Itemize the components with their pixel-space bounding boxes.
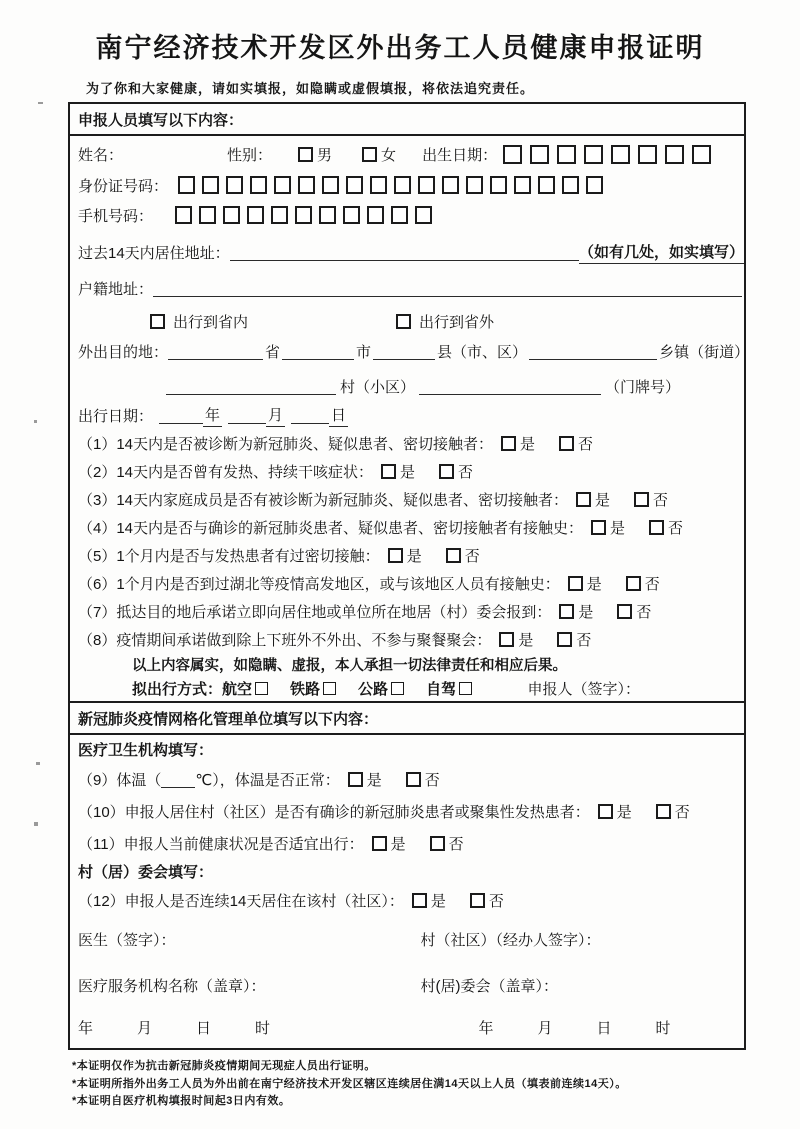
no-label: 否 (636, 603, 652, 621)
yes-no-group (412, 890, 506, 911)
destination-province-input-line[interactable] (168, 343, 263, 360)
yes-checkbox[interactable] (499, 632, 514, 647)
digit-box[interactable] (692, 145, 711, 164)
question-text: （10）申报人居住村（社区）是否有确诊的新冠肺炎患者或聚集性发热患者： (78, 804, 590, 821)
temperature-label-prefix: （9）体温（ (78, 771, 162, 789)
digit-box[interactable] (346, 176, 363, 194)
day-unit-label: 日 (329, 404, 348, 427)
door-number-input-line[interactable] (419, 378, 601, 395)
yes-label: 是 (390, 835, 406, 853)
no-checkbox[interactable] (617, 604, 632, 619)
question-text: （8）疫情期间承诺做到除上下班外不外出、不参与聚餐聚会： (78, 631, 492, 649)
digit-box[interactable] (394, 176, 411, 194)
no-label: 否 (458, 463, 474, 481)
year-input-line[interactable] (159, 407, 203, 424)
yes-no-group (372, 833, 466, 854)
digit-box[interactable] (584, 145, 603, 164)
travel-date-row (70, 401, 744, 429)
section1-header: 申报人员填写以下内容： (70, 104, 744, 136)
registered-address-row (70, 271, 744, 305)
address-14days-input-line[interactable] (230, 244, 579, 261)
month-unit-label: 月 (266, 404, 285, 427)
yes-no-group (591, 517, 685, 538)
no-label: 否 (668, 519, 684, 537)
question-row (70, 541, 744, 569)
yes-no-group (499, 629, 593, 650)
no-checkbox[interactable] (559, 436, 574, 451)
yes-label: 是 (586, 575, 602, 593)
registered-address-label: 户籍地址： (78, 280, 154, 298)
yes-no-group (598, 801, 692, 822)
yes-no-group (381, 461, 475, 482)
question-row (70, 597, 744, 625)
travel-mode-name: 铁路 (290, 680, 321, 698)
declarant-questions (70, 429, 744, 653)
footnote-line: *本证明仅作为抗击新冠肺炎疫情期间无现症人员出行证明。 (72, 1060, 376, 1072)
form-border (68, 102, 750, 1050)
travel-mode-checkbox[interactable] (391, 682, 404, 695)
datetime-unit: 年 (478, 1019, 494, 1037)
door-number-unit-label: （门牌号） (605, 378, 681, 396)
yes-no-group (388, 545, 482, 566)
seal-row (70, 970, 744, 1000)
digit-box[interactable] (370, 176, 387, 194)
no-label: 否 (448, 835, 464, 853)
no-label: 否 (576, 631, 592, 649)
id-number-label: 身份证号码： (78, 177, 169, 195)
travel-mode-options (222, 678, 494, 699)
medical-org-header: 医疗卫生机构填写： (78, 741, 214, 759)
travel-date-label: 出行日期： (78, 407, 154, 425)
village-agent-signature-label: 村（社区）（经办人签字）： (420, 931, 601, 949)
travel-mode-item (290, 678, 336, 699)
female-label: 女 (381, 146, 397, 164)
digit-box[interactable] (530, 145, 549, 164)
travel-mode-checkbox[interactable] (255, 682, 268, 695)
name-label: 姓名： (78, 146, 124, 164)
yes-label: 是 (366, 771, 382, 789)
no-label: 否 (488, 892, 504, 910)
digit-box[interactable] (226, 176, 243, 194)
digit-box[interactable] (247, 206, 264, 224)
no-label: 否 (653, 491, 669, 509)
no-label: 否 (674, 804, 690, 821)
datetime-left-group (70, 1017, 420, 1038)
yes-checkbox[interactable] (598, 804, 613, 819)
travel-mode-item (222, 678, 268, 699)
question-text: （3）14天内家庭成员是否有被诊断为新冠肺炎、疑似患者、密切接触者： (78, 491, 569, 509)
question-text: （12）申报人是否连续14天居住在该村（社区）： (78, 892, 404, 910)
digit-box[interactable] (202, 176, 219, 194)
gender-label: 性别： (227, 146, 273, 164)
digit-box[interactable] (503, 145, 522, 164)
travel-mode-name: 公路 (358, 680, 389, 698)
footnotes (72, 1058, 800, 1111)
destination-row (70, 337, 750, 365)
travel-outside-province-checkbox[interactable] (396, 314, 411, 329)
document-title: 南宁经济技术开发区外出务工人员健康申报证明 (95, 33, 705, 63)
female-checkbox[interactable] (362, 147, 377, 162)
digit-box[interactable] (271, 206, 288, 224)
no-label: 否 (464, 547, 480, 565)
question-row (70, 828, 744, 858)
yes-checkbox[interactable] (381, 464, 396, 479)
digit-box[interactable] (490, 176, 507, 194)
address-14days-note: （如有几处，如实填写） (579, 241, 744, 264)
datetime-unit: 年 (78, 1019, 94, 1037)
address-14days-row (70, 235, 744, 269)
digit-box[interactable] (638, 145, 657, 164)
travel-outside-province-label: 出行到省外 (419, 313, 495, 331)
no-checkbox[interactable] (406, 772, 421, 787)
yes-no-group (348, 769, 442, 790)
digit-box[interactable] (175, 206, 192, 224)
question-text: （11）申报人当前健康状况是否适宜出行： (78, 835, 364, 853)
address-14days-label: 过去14天内居住地址： (78, 244, 230, 262)
destination-city-input-line[interactable] (282, 343, 354, 360)
datetime-unit: 日 (196, 1019, 212, 1037)
digit-box[interactable] (466, 176, 483, 194)
yes-label: 是 (520, 435, 536, 453)
yes-checkbox[interactable] (388, 548, 403, 563)
yes-checkbox[interactable] (576, 492, 591, 507)
question-text: （2）14天内是否曾有发热、持续干咳症状： (78, 463, 374, 481)
no-checkbox[interactable] (446, 548, 461, 563)
question-row (70, 485, 744, 513)
no-checkbox[interactable] (626, 576, 641, 591)
no-checkbox[interactable] (430, 836, 445, 851)
question-text: （7）抵达目的地后承诺立即向居住地或单位所在地居（村）委会报到： (78, 603, 552, 621)
datetime-unit: 日 (596, 1019, 612, 1037)
digit-box[interactable] (557, 145, 576, 164)
phone-label: 手机号码： (78, 207, 154, 225)
temperature-label-suffix: ℃），体温是否正常： (195, 771, 340, 789)
town-unit-label: 乡镇（街道） (659, 343, 750, 361)
no-label: 否 (424, 771, 440, 789)
year-unit-label: 年 (203, 404, 222, 427)
male-checkbox[interactable] (298, 147, 313, 162)
yes-label: 是 (595, 491, 611, 509)
day-input-line[interactable] (291, 407, 329, 424)
village-input-line[interactable] (166, 378, 336, 395)
yes-label: 是 (578, 603, 594, 621)
yes-label: 是 (616, 804, 632, 821)
no-checkbox[interactable] (557, 632, 572, 647)
village-committee-seal-label: 村(居)委会（盖章）： (420, 977, 558, 995)
yes-checkbox[interactable] (412, 893, 427, 908)
province-unit-label: 省 (265, 343, 281, 361)
digit-box[interactable] (319, 206, 336, 224)
month-input-line[interactable] (228, 407, 266, 424)
village-committee-header: 村（居）委会填写： (78, 863, 214, 881)
travel-scope-row (70, 305, 744, 337)
destination-county-input-line[interactable] (373, 343, 435, 360)
male-label: 男 (317, 146, 333, 164)
travel-mode-name: 自驾 (426, 680, 457, 698)
city-unit-label: 市 (356, 343, 372, 361)
digit-box[interactable] (586, 176, 603, 194)
travel-within-province-checkbox[interactable] (150, 314, 165, 329)
yes-checkbox[interactable] (372, 836, 387, 851)
question-row (70, 884, 744, 916)
question-text: （6）1个月内是否到过湖北等疫情高发地区，或与该地区人员有接触史： (78, 575, 560, 593)
digit-box[interactable] (322, 176, 339, 194)
yes-label: 是 (430, 892, 446, 910)
question-row (70, 625, 744, 653)
digit-box[interactable] (199, 206, 216, 224)
no-checkbox[interactable] (634, 492, 649, 507)
digit-box[interactable] (611, 145, 630, 164)
digit-box[interactable] (178, 176, 195, 194)
digit-box[interactable] (250, 176, 267, 194)
no-checkbox[interactable] (649, 520, 664, 535)
digit-box[interactable] (367, 206, 384, 224)
datetime-row (70, 1012, 744, 1042)
digit-box[interactable] (343, 206, 360, 224)
phone-row (70, 200, 744, 230)
id-number-row (70, 170, 744, 200)
travel-mode-row (70, 675, 744, 701)
datetime-unit: 月 (537, 1019, 553, 1037)
travel-mode-name: 航空 (222, 680, 253, 698)
digit-box[interactable] (391, 206, 408, 224)
footnote-line: *本证明自医疗机构填报时间起3日内有效。 (72, 1095, 291, 1108)
travel-mode-item (426, 678, 472, 699)
digit-box[interactable] (514, 176, 531, 194)
temperature-input-line[interactable] (161, 771, 195, 788)
digit-box[interactable] (274, 176, 291, 194)
destination-town-input-line[interactable] (529, 343, 657, 360)
county-unit-label: 县（市、区） (437, 343, 528, 361)
travel-mode-item (358, 678, 404, 699)
datetime-unit: 时 (255, 1019, 271, 1037)
travel-within-province-label: 出行到省内 (173, 313, 249, 331)
yes-checkbox[interactable] (591, 520, 606, 535)
yes-no-group (559, 601, 653, 622)
yes-label: 是 (518, 631, 534, 649)
travel-mode-checkbox[interactable] (459, 682, 472, 695)
digit-box[interactable] (295, 206, 312, 224)
yes-label: 是 (406, 547, 422, 565)
yes-checkbox[interactable] (501, 436, 516, 451)
registered-address-input-line[interactable] (153, 280, 742, 297)
yes-label: 是 (400, 463, 416, 481)
question-row (70, 569, 744, 597)
datetime-right-group (420, 1017, 744, 1038)
yes-no-group (576, 489, 670, 510)
question-text: （1）14天内是否被诊断为新冠肺炎、疑似患者、密切接触者： (78, 435, 494, 453)
yes-checkbox[interactable] (559, 604, 574, 619)
birth-date-label: 出生日期： (422, 146, 498, 164)
no-checkbox[interactable] (470, 893, 485, 908)
scan-artifact (38, 102, 43, 104)
question-row (70, 513, 744, 541)
yes-checkbox[interactable] (348, 772, 363, 787)
id-number-boxes (178, 176, 610, 194)
question-row (70, 457, 744, 485)
village-unit-label: 村（小区） (340, 378, 416, 396)
doctor-signature-label: 医生（签字）： (78, 931, 176, 949)
village-row (70, 371, 744, 401)
no-checkbox[interactable] (656, 804, 671, 819)
digit-box[interactable] (415, 206, 432, 224)
no-checkbox[interactable] (439, 464, 454, 479)
signature-row (70, 924, 744, 954)
no-label: 否 (644, 575, 660, 593)
birth-date-boxes (503, 145, 719, 164)
question-text: （4）14天内是否与确诊的新冠肺炎患者、疑似患者、密切接触者有接触史： (78, 519, 584, 537)
digit-box[interactable] (418, 176, 435, 194)
yes-no-group (501, 433, 595, 454)
datetime-unit: 月 (137, 1019, 153, 1037)
footnote-line: *本证明所指外出务工人员为外出前在南宁经济技术开发区辖区连续居住满14天以上人员（填表前连续14天）。 (72, 1077, 627, 1090)
scan-artifact (36, 762, 40, 765)
digit-box[interactable] (223, 206, 240, 224)
name-row (70, 138, 744, 170)
digit-box[interactable] (538, 176, 555, 194)
declaration-statement: 以上内容属实，如隐瞒、虚报，本人承担一切法律责任和相应后果。 (132, 657, 567, 674)
datetime-unit: 时 (655, 1019, 671, 1037)
scan-artifact (34, 420, 37, 423)
digit-box[interactable] (442, 176, 459, 194)
declarant-signature-label: 申报人（签字）： (527, 680, 640, 698)
question-row (70, 429, 744, 457)
phone-boxes (175, 206, 439, 224)
question-text: （5）1个月内是否与发热患者有过密切接触： (78, 547, 380, 565)
yes-no-group (568, 573, 662, 594)
digit-box[interactable] (298, 176, 315, 194)
scan-artifact (34, 822, 38, 826)
yes-label: 是 (610, 519, 626, 537)
destination-label: 外出目的地： (78, 343, 169, 361)
question-row-temperature (70, 763, 744, 795)
warning-note: 为了你和大家健康，请如实填报，如隐瞒或虚假填报，将依法追究责任。 (86, 81, 535, 96)
section2-header: 新冠肺炎疫情网格化管理单位填写以下内容： (70, 701, 744, 735)
no-label: 否 (578, 435, 594, 453)
yes-checkbox[interactable] (568, 576, 583, 591)
question-row (70, 795, 744, 828)
digit-box[interactable] (562, 176, 579, 194)
digit-box[interactable] (665, 145, 684, 164)
travel-mode-label: 拟出行方式： (132, 680, 223, 698)
travel-mode-checkbox[interactable] (323, 682, 336, 695)
medical-org-seal-label: 医疗服务机构名称（盖章）： (78, 977, 266, 995)
